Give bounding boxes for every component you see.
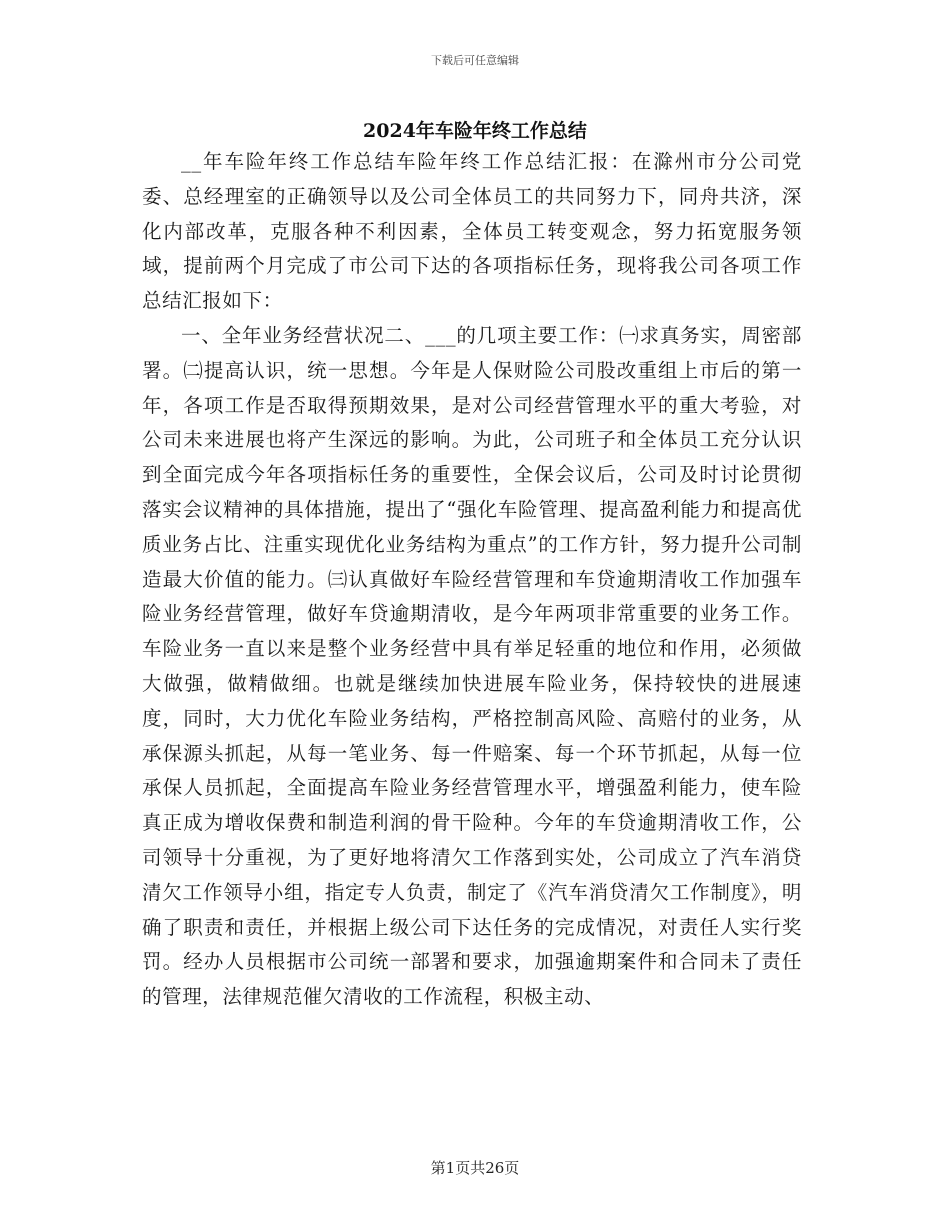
paragraph-main-work: 一、全年业务经营状况二、___的几项主要工作：㈠求真务实，周密部署。㈡提高认识，统一思想。今年是人保财险公司股改重组上市后的第一年，各项工作是否取得预期效果，是对公司经营管理水平的重大考验，对公司未来进展也将产生深远的影响。为此，公司班子和全体员工充分认识到全面完成今年各项指标任务的重要性，全保会议后，公司及时讨论贯彻落实会议精神的具体措施，提出了“强化车险管理、提高盈利能力和提高优质业务占比、注重实现优化业务结构为重点”的工作方针，努力提升公司制造最大价值的能力。㈢认真做好车险经营管理和车贷逾期清收工作加强车险业务经营管理，做好车贷逾期清收，是今年两项非常重要的业务工作。车险业务一直以来是整个业务经营中具有举足轻重的地位和作用，必须做大做强，做精做细。也就是继续加快进展车险业务，保持较快的进展速度，同时，大力优化车险业务结构，严格控制高风险、高赔付的业务，从承保源头抓起，从每一笔业务、每一件赔案、每一个环节抓起，从每一位承保人员抓起，全面提高车险业务经营管理水平，增强盈利能力，使车险真正成为增收保费和制造利润的骨干险种。今年的车贷逾期清收工作，公司领导十分重视，为了更好地将清欠工作落到实处，公司成立了汽车消贷清欠工作领导小组，指定专人负责，制定了《汽车消贷清欠工作制度》，明确了职责和责任，并根据上级公司下达任务的完成情况，对责任人实行奖罚。经办人员根据市公司统一部署和要求，加强逾期案件和合同未了责任的管理，法律规范催欠清收的工作流程，积极主动、 (142, 323, 802, 1009)
page-header-note: 下载后可任意编辑 (431, 54, 519, 67)
document-title: 2024年车险年终工作总结 (363, 120, 587, 142)
paragraph-intro: __年车险年终工作总结车险年终工作总结汇报：在滁州市分公司党委、总经理室的正确领导以及公司全体员工的共同努力下，同舟共济，深化内部改革，克服各种不利因素，全体员工转变观念，努力拓宽服务领域，提前两个月完成了市公司下达的各项指标任务，现将我公司各项工作总结汇报如下： (142, 150, 802, 313)
page-footer-number: 第1页共26页 (430, 1159, 520, 1177)
document-body (142, 145, 802, 1015)
